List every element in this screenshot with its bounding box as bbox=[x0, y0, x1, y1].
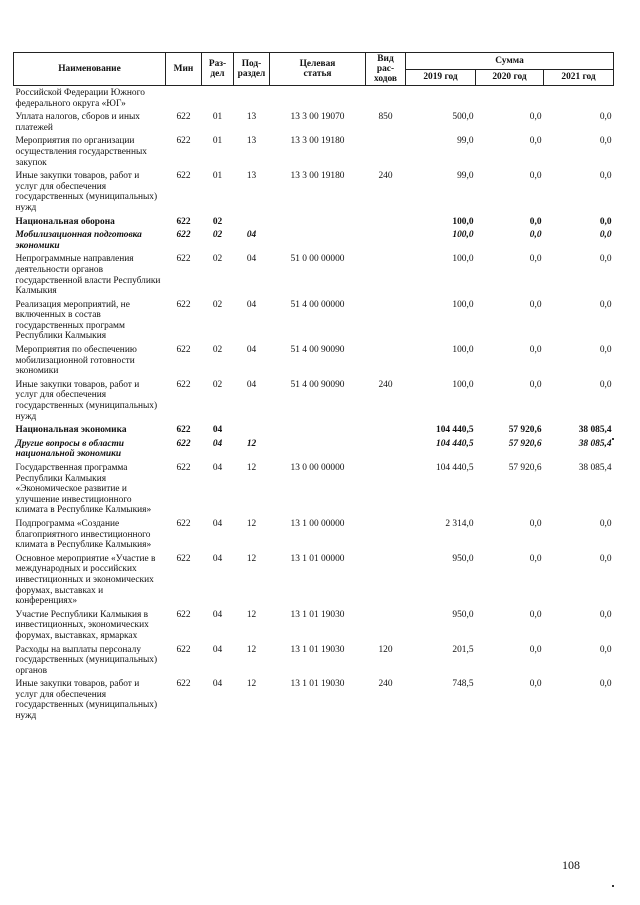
col-header-target: Целевая статья bbox=[270, 53, 366, 86]
table-row bbox=[14, 86, 614, 111]
table-row bbox=[14, 298, 614, 343]
row-2020: 0,0 bbox=[529, 644, 542, 655]
row-podrazdel: 12 bbox=[246, 609, 257, 620]
row-2019: 100,0 bbox=[452, 299, 474, 310]
table-row bbox=[14, 343, 614, 378]
row-name: Мероприятия по обеспечению мобилизационной готовности экономики bbox=[15, 345, 137, 377]
row-razdel: 04 bbox=[212, 438, 223, 449]
row-vid bbox=[366, 343, 406, 378]
row-razdel bbox=[202, 86, 234, 111]
row-2021: 38 085,4 bbox=[578, 463, 612, 473]
row-2021: 0,0 bbox=[599, 379, 612, 390]
row-2020: 0,0 bbox=[529, 171, 542, 182]
row-2021: 0,0 bbox=[599, 609, 612, 620]
row-target: 13 1 00 00000 bbox=[290, 518, 345, 529]
row-2019: 748,5 bbox=[452, 679, 474, 690]
row-vid bbox=[366, 552, 406, 608]
row-razdel: 02 bbox=[212, 230, 223, 241]
row-2021: 0,0 bbox=[599, 230, 612, 241]
row-target: 13 3 00 19180 bbox=[290, 136, 345, 147]
row-name: Государственная программа Республики Калмыкия «Экономическое развитие и улучшение инвестиционного климата в Республике Калмыкия» bbox=[15, 463, 152, 516]
row-podrazdel: 04 bbox=[246, 345, 257, 356]
row-min: 622 bbox=[176, 112, 191, 123]
row-name: Мероприятия по организации осуществления государственных закупок bbox=[15, 136, 147, 168]
row-2021: 0,0 bbox=[599, 553, 612, 564]
row-razdel: 04 bbox=[212, 463, 223, 473]
row-min: 622 bbox=[176, 609, 191, 620]
row-name: Иные закупки товаров, работ и услуг для обеспечения государственных (муниципальных) нужд bbox=[15, 171, 158, 213]
row-min: 622 bbox=[176, 518, 191, 529]
row-razdel: 04 bbox=[212, 553, 223, 564]
row-podrazdel bbox=[234, 86, 270, 111]
row-2019 bbox=[406, 86, 476, 111]
row-razdel: 01 bbox=[212, 112, 223, 123]
table-row bbox=[14, 643, 614, 678]
row-name: Мобилизационная подготовка экономики bbox=[15, 230, 142, 251]
row-2019: 950,0 bbox=[452, 609, 474, 620]
row-2019: 201,5 bbox=[452, 644, 474, 655]
row-vid bbox=[366, 608, 406, 643]
row-2019: 2 314,0 bbox=[445, 518, 474, 529]
row-min: 622 bbox=[176, 679, 191, 690]
row-name: Национальная оборона bbox=[15, 216, 115, 227]
table-row bbox=[14, 461, 614, 517]
col-header-2021: 2021 год bbox=[544, 69, 614, 86]
row-2021: 0,0 bbox=[599, 299, 612, 310]
table-row bbox=[14, 215, 614, 229]
row-razdel: 04 bbox=[212, 679, 223, 690]
row-vid bbox=[366, 134, 406, 169]
row-target: 13 1 01 00000 bbox=[290, 553, 345, 564]
page-number: 108 bbox=[562, 858, 580, 872]
row-name: Иные закупки товаров, работ и услуг для обеспечения государственных (муниципальных) нужд bbox=[15, 379, 158, 422]
row-2021: 38 085,4 bbox=[578, 438, 612, 449]
row-razdel: 02 bbox=[212, 299, 223, 310]
row-name: Уплата налогов, сборов и иных платежей bbox=[15, 112, 140, 133]
row-razdel: 02 bbox=[212, 345, 223, 356]
row-vid bbox=[366, 86, 406, 111]
row-vid: 240 bbox=[378, 379, 393, 390]
row-2020: 0,0 bbox=[529, 230, 542, 241]
budget-table bbox=[13, 52, 614, 723]
header-row bbox=[14, 53, 614, 70]
row-min: 622 bbox=[176, 425, 191, 436]
row-min: 622 bbox=[176, 299, 191, 310]
row-target: 13 3 00 19180 bbox=[290, 171, 345, 182]
row-min: 622 bbox=[176, 644, 191, 655]
row-target bbox=[270, 423, 366, 437]
row-2020: 57 920,6 bbox=[508, 425, 542, 436]
row-2021: 0,0 bbox=[599, 112, 612, 123]
row-razdel: 02 bbox=[212, 254, 223, 265]
row-target: 13 3 00 19070 bbox=[290, 112, 345, 123]
col-header-name: Наименование bbox=[14, 53, 166, 86]
row-target: 51 0 00 00000 bbox=[290, 254, 345, 265]
row-vid bbox=[366, 298, 406, 343]
row-razdel: 02 bbox=[212, 379, 223, 390]
table-row bbox=[14, 517, 614, 552]
table-row bbox=[14, 437, 614, 461]
col-header-podrazdel: Под- раздел bbox=[234, 53, 270, 86]
row-vid: 850 bbox=[378, 112, 393, 123]
row-vid: 240 bbox=[378, 171, 393, 182]
row-2020: 0,0 bbox=[529, 216, 542, 227]
row-vid bbox=[366, 437, 406, 461]
row-2020: 0,0 bbox=[529, 609, 542, 620]
row-podrazdel bbox=[234, 423, 270, 437]
row-2019: 100,0 bbox=[452, 254, 474, 265]
row-2020: 0,0 bbox=[529, 299, 542, 310]
row-2019: 500,0 bbox=[452, 112, 474, 123]
row-podrazdel: 12 bbox=[246, 644, 257, 655]
row-2021: 0,0 bbox=[599, 644, 612, 655]
row-target: 51 4 00 90090 bbox=[290, 345, 345, 356]
row-podrazdel: 04 bbox=[246, 254, 257, 265]
row-min bbox=[166, 86, 202, 111]
row-name: Подпрограмма «Создание благоприятного инвестиционного климата в Республике Калмыкия» bbox=[15, 518, 152, 551]
row-2019: 100,0 bbox=[452, 379, 474, 390]
row-name: Российской Федерации Южного федерального округа «ЮГ» bbox=[15, 88, 145, 109]
row-target bbox=[270, 228, 366, 252]
row-podrazdel: 04 bbox=[246, 379, 257, 390]
row-target: 51 4 00 00000 bbox=[290, 299, 345, 310]
col-header-sum: Сумма bbox=[406, 53, 614, 70]
row-vid: 120 bbox=[378, 644, 393, 655]
table-row bbox=[14, 378, 614, 423]
row-vid bbox=[366, 215, 406, 229]
row-name: Непрограммные направления деятельности органов государственной власти Республики Калмыкия bbox=[15, 254, 161, 297]
row-podrazdel: 12 bbox=[246, 679, 257, 690]
row-min: 622 bbox=[176, 438, 191, 449]
row-2021: 0,0 bbox=[599, 171, 612, 182]
row-2020: 0,0 bbox=[529, 136, 542, 147]
table-row bbox=[14, 552, 614, 608]
row-target: 13 1 01 19030 bbox=[290, 679, 345, 690]
row-2019: 99,0 bbox=[457, 136, 474, 147]
row-2021: 0,0 bbox=[599, 518, 612, 529]
row-podrazdel: 12 bbox=[246, 553, 257, 564]
row-vid bbox=[366, 423, 406, 437]
row-2020: 57 920,6 bbox=[508, 438, 542, 449]
row-name: Расходы на выплаты персоналу государственных (муниципальных) органов bbox=[15, 644, 158, 676]
row-2020: 0,0 bbox=[529, 379, 542, 390]
row-min: 622 bbox=[176, 136, 191, 147]
row-2021: 0,0 bbox=[599, 136, 612, 147]
row-2019: 104 440,5 bbox=[436, 463, 474, 473]
row-podrazdel: 12 bbox=[246, 518, 257, 529]
row-razdel: 01 bbox=[212, 136, 223, 147]
table-row bbox=[14, 110, 614, 134]
col-header-2020: 2020 год bbox=[476, 69, 544, 86]
row-min: 622 bbox=[176, 463, 191, 473]
row-target: 13 1 01 19030 bbox=[290, 609, 345, 620]
row-podrazdel: 13 bbox=[246, 171, 257, 182]
col-header-min: Мин bbox=[166, 53, 202, 86]
table-row bbox=[14, 134, 614, 169]
row-2021 bbox=[544, 86, 614, 111]
row-razdel: 04 bbox=[212, 518, 223, 529]
row-razdel: 04 bbox=[212, 609, 223, 620]
row-razdel: 04 bbox=[212, 644, 223, 655]
row-podrazdel: 13 bbox=[246, 112, 257, 123]
row-2020: 0,0 bbox=[529, 679, 542, 690]
table-row bbox=[14, 423, 614, 437]
col-header-vid: Вид рас- ходов bbox=[366, 53, 406, 86]
row-2020: 0,0 bbox=[529, 518, 542, 529]
row-target: 13 1 01 19030 bbox=[290, 644, 345, 655]
row-min: 622 bbox=[176, 230, 191, 241]
row-min: 622 bbox=[176, 216, 191, 227]
row-vid: 240 bbox=[378, 679, 393, 690]
row-target bbox=[270, 86, 366, 111]
row-2020: 0,0 bbox=[529, 553, 542, 564]
row-2020: 0,0 bbox=[529, 345, 542, 356]
row-name: Реализация мероприятий, не включенных в состав государственных программ Республики Калмыкия bbox=[15, 299, 130, 342]
row-podrazdel: 13 bbox=[246, 136, 257, 147]
row-2019: 104 440,5 bbox=[436, 438, 474, 449]
row-vid bbox=[366, 461, 406, 517]
row-2019: 99,0 bbox=[457, 171, 474, 182]
row-podrazdel: 12 bbox=[246, 438, 257, 449]
col-header-razdel: Раз- дел bbox=[202, 53, 234, 86]
row-min: 622 bbox=[176, 345, 191, 356]
row-2021: 0,0 bbox=[599, 345, 612, 356]
row-2021: 0,0 bbox=[599, 254, 612, 265]
row-2019: 104 440,5 bbox=[436, 425, 474, 436]
row-2019: 950,0 bbox=[452, 553, 474, 564]
row-podrazdel: 04 bbox=[246, 230, 257, 241]
scan-mark bbox=[612, 885, 614, 887]
row-2019: 100,0 bbox=[452, 230, 474, 241]
table-row bbox=[14, 677, 614, 722]
row-razdel: 02 bbox=[212, 216, 223, 227]
row-2021: 0,0 bbox=[599, 679, 612, 690]
table-body bbox=[14, 86, 614, 723]
row-min: 622 bbox=[176, 254, 191, 265]
row-2020: 0,0 bbox=[529, 112, 542, 123]
row-razdel: 01 bbox=[212, 171, 223, 182]
row-podrazdel: 04 bbox=[246, 299, 257, 310]
row-min: 622 bbox=[176, 379, 191, 390]
row-target bbox=[270, 215, 366, 229]
row-2020 bbox=[476, 86, 544, 111]
row-name: Другие вопросы в области национальной экономики bbox=[15, 438, 124, 460]
row-2019: 100,0 bbox=[452, 345, 474, 356]
row-vid bbox=[366, 228, 406, 252]
row-2020: 57 920,6 bbox=[508, 463, 542, 473]
row-podrazdel bbox=[234, 215, 270, 229]
scan-mark bbox=[612, 438, 614, 440]
row-podrazdel: 12 bbox=[246, 463, 257, 473]
row-name: Участие Республики Калмыкия в инвестиционных, экономических форумах, выставках, ярмарках bbox=[15, 609, 149, 641]
table-row bbox=[14, 228, 614, 252]
row-2020: 0,0 bbox=[529, 254, 542, 265]
row-vid bbox=[366, 517, 406, 552]
row-name: Национальная экономика bbox=[15, 425, 127, 436]
row-target: 51 4 00 90090 bbox=[290, 379, 345, 390]
row-target: 13 0 00 00000 bbox=[290, 463, 345, 473]
row-target bbox=[270, 437, 366, 461]
row-2019: 100,0 bbox=[452, 216, 474, 227]
table-row bbox=[14, 608, 614, 643]
table-row bbox=[14, 252, 614, 297]
row-razdel: 04 bbox=[212, 425, 223, 436]
table-row bbox=[14, 169, 614, 214]
row-min: 622 bbox=[176, 171, 191, 182]
row-vid bbox=[366, 252, 406, 297]
row-name: Иные закупки товаров, работ и услуг для обеспечения государственных (муниципальных) нужд bbox=[15, 679, 158, 722]
row-2021: 0,0 bbox=[599, 216, 612, 227]
row-name: Основное мероприятие «Участие в международных и российских инвестиционных и экономических форумах, выставках и конференциях» bbox=[15, 553, 156, 607]
col-header-2019: 2019 год bbox=[406, 69, 476, 86]
row-min: 622 bbox=[176, 553, 191, 564]
row-2021: 38 085,4 bbox=[578, 425, 612, 436]
